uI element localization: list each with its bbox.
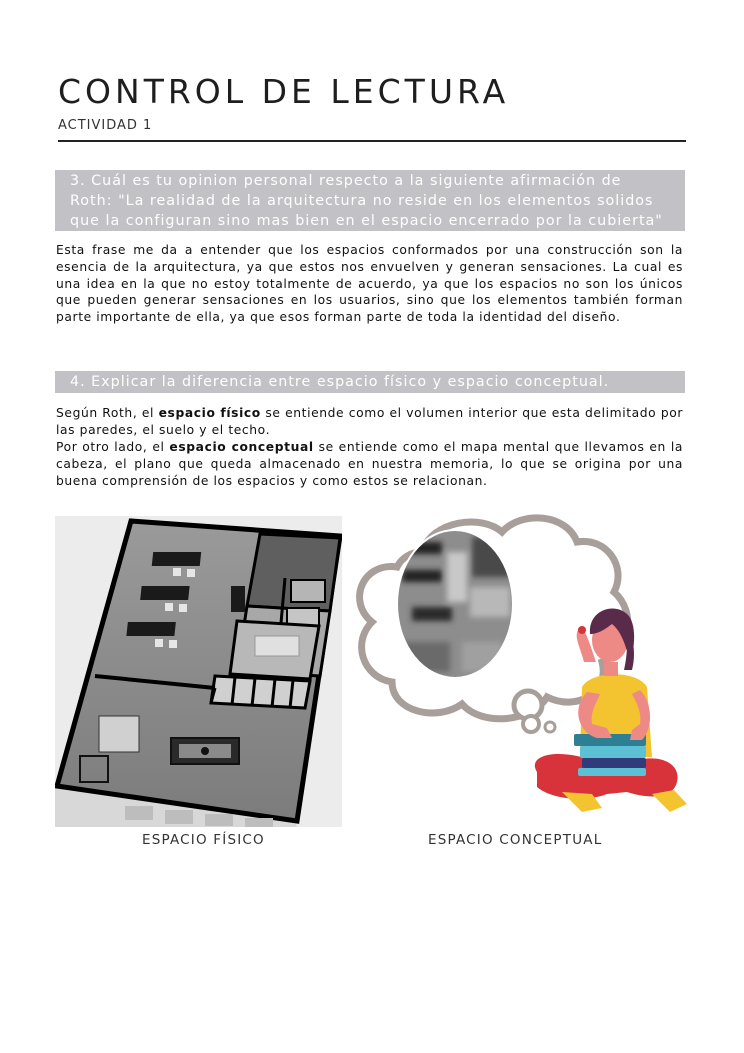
question-3-line-3: que la configuran sino mas bien en el espacio encerrado por la cubierta" bbox=[70, 213, 663, 229]
page-subtitle: ACTIVIDAD 1 bbox=[58, 118, 153, 133]
term-espacio-conceptual: espacio conceptual bbox=[169, 440, 314, 454]
espacio-conceptual-caption: ESPACIO CONCEPTUAL bbox=[428, 832, 603, 848]
answer-4-p2-after: se entiende como el mapa mental que llevamos en la cabeza, el plano que queda almacenado en nuestra memoria, lo que se origina por una buena comprensión de los espacios y como estos se relacionan. bbox=[56, 440, 683, 488]
answer-3-paragraph: Esta frase me da a entender que los espacios conformados por una construcción son la esencia de la arquitectura, ya que estos nos envuelven y generan sensaciones. La cual es una idea en la que no estoy totalmente de acuerdo, ya que los espacios no son los únicos que pueden generar sensaciones en los usuarios, sino que los elementos también forman parte importante de ella, ya que esos forman parte de toda la identidad del diseño. bbox=[56, 243, 683, 325]
question-3-line-2: Roth: "La realidad de la arquitectura no reside en los elementos solidos bbox=[70, 193, 654, 209]
question-3-line-1: 3. Cuál es tu opinion personal respecto a la siguiente afirmación de bbox=[70, 173, 622, 189]
espacio-fisico-caption: ESPACIO FÍSICO bbox=[142, 832, 265, 848]
question-4-band bbox=[55, 371, 685, 393]
answer-4-paragraph-1 bbox=[56, 405, 683, 439]
answer-4-p1-after: se entiende como el volumen interior que esta delimitado por las paredes, el suelo y el techo. bbox=[56, 406, 684, 437]
answer-4-p2-before: Por otro lado, el bbox=[56, 440, 170, 454]
title-divider bbox=[58, 140, 686, 142]
floor-plan-image bbox=[55, 516, 342, 827]
thought-dot-small bbox=[545, 722, 555, 732]
answer-4-p1-before: Según Roth, el bbox=[56, 406, 159, 420]
term-espacio-fisico: espacio físico bbox=[158, 406, 261, 420]
thought-dot-medium bbox=[523, 716, 539, 732]
answer-4-paragraph-2 bbox=[56, 439, 683, 489]
conceptual-space-illustration bbox=[352, 512, 692, 822]
page-title: CONTROL DE LECTURA bbox=[58, 72, 510, 111]
question-4-text: 4. Explicar la diferencia entre espacio físico y espacio conceptual. bbox=[70, 374, 610, 390]
question-3-band bbox=[55, 170, 685, 231]
